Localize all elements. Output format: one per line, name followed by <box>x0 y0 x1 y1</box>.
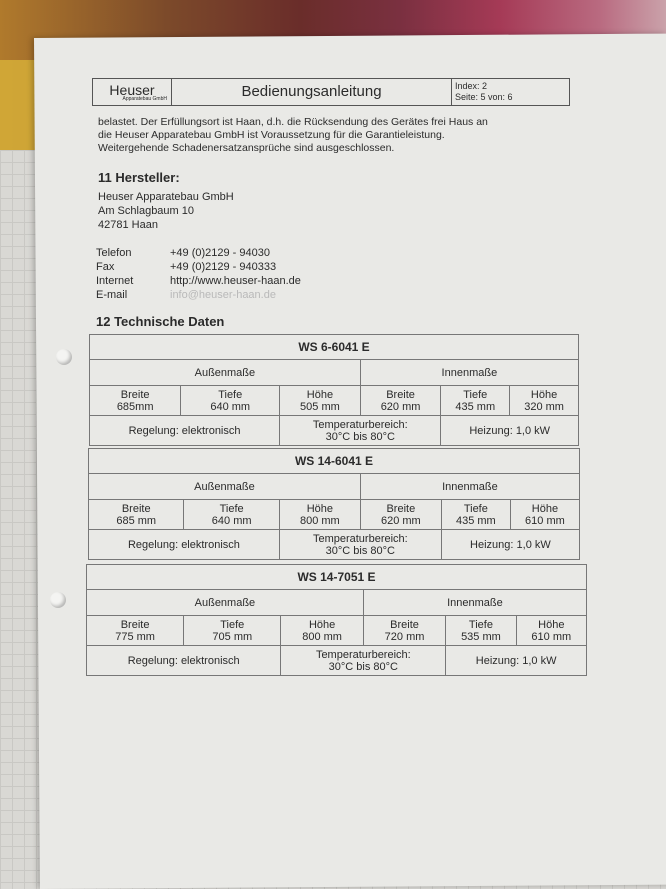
inner-dims-label: Innenmaße <box>363 590 586 616</box>
outer-width-cell: Breite 685mm <box>90 386 181 416</box>
contact-list <box>96 246 301 302</box>
model-name: WS 14-6041 E <box>89 449 580 474</box>
punch-hole-icon <box>56 349 72 365</box>
outer-depth-cell: Tiefe 640 mm <box>184 500 279 530</box>
heating-cell: Heizung: 1,0 kW <box>441 416 579 446</box>
contact-row-phone: Telefon +49 (0)2129 - 94030 <box>96 247 270 259</box>
heating-cell: Heizung: 1,0 kW <box>446 646 587 676</box>
inner-dims-label: Innenmaße <box>360 360 578 386</box>
inner-depth-cell: Tiefe 535 mm <box>446 616 516 646</box>
model-name: WS 6-6041 E <box>90 335 579 360</box>
document-title: Bedienungsanleitung <box>172 79 452 105</box>
index-label: Index: 2 <box>455 81 488 91</box>
section-heading-technical-data: 12 Technische Daten <box>96 314 225 329</box>
intro-paragraph: belastet. Der Erfüllungsort ist Haan, d.h. die Rücksendung des Gerätes frei Haus an die Heuser Apparatebau GmbH ist Voraussetzung für die Garantieleistung. Weitergehende Schadenersatzansprüche sind ausgeschlossen. <box>98 116 488 154</box>
contact-row-internet: Internet http://www.heuser-haan.de <box>96 275 301 287</box>
inner-height-cell: Höhe 320 mm <box>510 386 579 416</box>
punch-hole-icon <box>50 592 66 608</box>
outer-height-cell: Höhe 800 mm <box>279 500 360 530</box>
outer-depth-cell: Tiefe 705 mm <box>184 616 281 646</box>
outer-dims-label: Außenmaße <box>87 590 364 616</box>
spec-table-ws-6-6041 <box>89 334 579 446</box>
model-name: WS 14-7051 E <box>87 565 587 590</box>
document-header <box>92 78 570 106</box>
control-cell: Regelung: elektronisch <box>89 530 280 560</box>
outer-depth-cell: Tiefe 640 mm <box>181 386 280 416</box>
inner-depth-cell: Tiefe 435 mm <box>441 386 510 416</box>
outer-width-cell: Breite 685 mm <box>89 500 184 530</box>
manufacturer-address: Heuser Apparatebau GmbH Am Schlagbaum 10 42781 Haan <box>98 191 234 231</box>
document-meta <box>452 79 569 105</box>
outer-height-cell: Höhe 800 mm <box>281 616 363 646</box>
company-logo: Heuser Apparatebau GmbH <box>93 79 172 105</box>
section-heading-manufacturer: 11 Hersteller: <box>98 170 180 185</box>
inner-width-cell: Breite 620 mm <box>360 386 441 416</box>
temperature-cell: Temperaturbereich: 30°C bis 80°C <box>281 646 446 676</box>
inner-height-cell: Höhe 610 mm <box>510 500 579 530</box>
contact-row-email: E-mail info@heuser-haan.de <box>96 289 276 301</box>
control-cell: Regelung: elektronisch <box>87 646 281 676</box>
page-label: Seite: 5 von: 6 <box>455 92 513 102</box>
spec-table-ws-14-6041 <box>88 448 580 560</box>
contact-row-fax: Fax +49 (0)2129 - 940333 <box>96 261 277 273</box>
outer-dims-label: Außenmaße <box>89 474 361 500</box>
inner-dims-label: Innenmaße <box>360 474 579 500</box>
outer-height-cell: Höhe 505 mm <box>280 386 361 416</box>
inner-width-cell: Breite 720 mm <box>363 616 445 646</box>
inner-width-cell: Breite 620 mm <box>360 500 441 530</box>
outer-width-cell: Breite 775 mm <box>87 616 184 646</box>
temperature-cell: Temperaturbereich: 30°C bis 80°C <box>279 530 441 560</box>
heating-cell: Heizung: 1,0 kW <box>441 530 579 560</box>
temperature-cell: Temperaturbereich: 30°C bis 80°C <box>280 416 441 446</box>
spec-table-ws-14-7051 <box>86 564 587 676</box>
inner-height-cell: Höhe 610 mm <box>516 616 586 646</box>
inner-depth-cell: Tiefe 435 mm <box>441 500 510 530</box>
outer-dims-label: Außenmaße <box>90 360 361 386</box>
control-cell: Regelung: elektronisch <box>90 416 280 446</box>
